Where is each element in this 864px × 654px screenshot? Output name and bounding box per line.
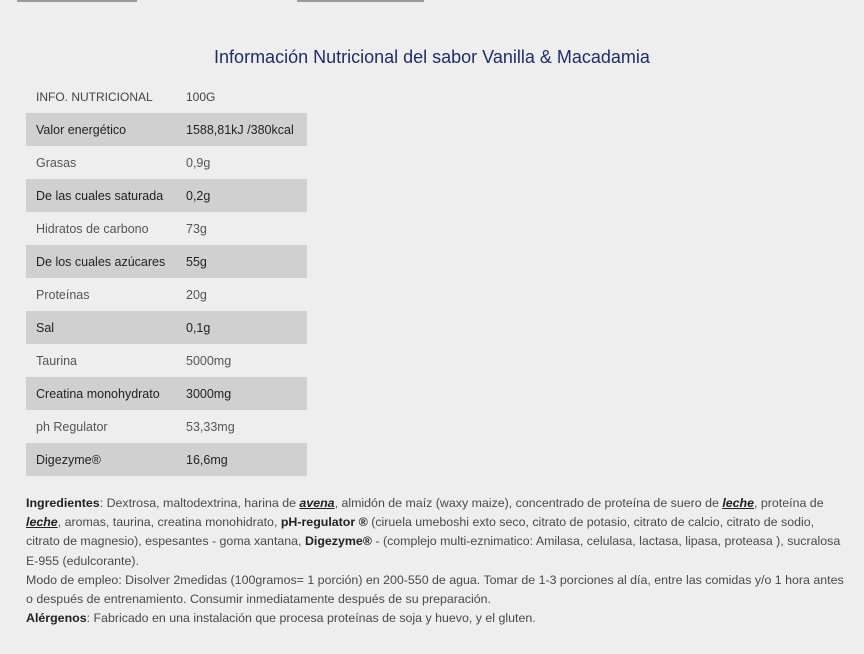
ingredients-paragraph: [26, 494, 846, 571]
nutrient-value: 3000mg: [178, 377, 307, 410]
ingredients-text: (ciruela umeboshi exto seco, citrato de potasio, citrato de calcio, citrato de sodio, citrato de magnesio), espesantes - goma xantana,: [26, 515, 815, 549]
nutrient-name: Hidratos de carbono: [36, 221, 149, 236]
table-row: [26, 377, 307, 410]
nutrient-name: De las cuales saturada: [26, 179, 178, 212]
table-row: [26, 344, 307, 377]
allergen-highlight: leche: [26, 515, 58, 530]
header-cell: INFO. NUTRICIONAL: [36, 89, 153, 104]
nutrient-value: 53,33mg: [186, 419, 235, 434]
ingredients-label: Ingredientes: [26, 496, 100, 510]
nutrient-name: Sal: [26, 311, 178, 344]
ingredients-text: , proteína de: [754, 496, 824, 510]
ingredients-text: : Dextrosa, maltodextrina, harina de: [99, 496, 300, 510]
nutrient-value: 20g: [186, 287, 207, 302]
table-row: [26, 179, 307, 212]
nutrient-name: Grasas: [36, 155, 77, 170]
nutrient-value: 0,2g: [178, 179, 307, 212]
nutrient-name: Digezyme®: [26, 443, 178, 476]
tab-indicator[interactable]: [297, 0, 424, 2]
nutrient-value: 55g: [178, 245, 307, 278]
nutrient-value: 73g: [186, 221, 207, 236]
nutrient-name: ph Regulator: [36, 419, 108, 434]
nutrient-value: 0,9g: [186, 155, 211, 170]
table-row: [26, 212, 307, 245]
nutrient-name: Valor energético: [26, 113, 178, 146]
section-title: Información Nutricional del sabor Vanilla & Macadamia: [214, 47, 650, 67]
nutrition-table: [26, 80, 307, 476]
ingredients-text: , aromas, taurina, creatina monohidrato,: [57, 515, 281, 530]
nutrient-value: 0,1g: [178, 311, 307, 344]
table-row: [26, 146, 307, 179]
allergen-highlight: leche: [722, 496, 755, 510]
nutrient-name: Taurina: [36, 353, 77, 368]
table-row: [26, 278, 307, 311]
nutrient-name: Proteínas: [36, 287, 90, 302]
table-header-row: [26, 80, 307, 113]
nutrient-value: 5000mg: [186, 353, 232, 368]
product-description: [26, 494, 846, 628]
allergens-text: : Fabricado en una instalación que procesa proteínas de soja y huevo, y el gluten.: [86, 611, 536, 626]
allergens-label: Alérgenos: [26, 611, 87, 626]
nutrient-value: 16,6mg: [178, 443, 307, 476]
allergen-highlight: avena: [299, 496, 335, 510]
ingredients-text: , almidón de maíz (waxy maize), concentrado de proteína de suero de: [334, 496, 723, 510]
ph-regulator-label: pH-regulator ®: [280, 515, 368, 530]
table-row: [26, 443, 307, 476]
usage-paragraph: Modo de empleo: Disolver 2medidas (100gramos= 1 porción) en 200-550 de agua. Tomar de 1-3 porciones al día, entre las comidas y/o 1 hora antes o después de entrenamiento. Consumir inmediatamente después de su preparación.: [26, 572, 844, 607]
nutrient-name: Creatina monohydrato: [26, 377, 178, 410]
table-row: [26, 311, 307, 344]
tab-indicator[interactable]: [17, 0, 137, 2]
allergens-paragraph: [26, 609, 846, 628]
nutrient-value: 1588,81kJ /380kcal: [178, 113, 307, 146]
ingredients-text: - (complejo multi-eznimatico: Amilasa, celulasa, lactasa, lipasa, proteasa ), sucralosa E-955 (edulcorante).: [26, 534, 841, 568]
header-cell: 100G: [186, 89, 216, 104]
nutrient-name: De los cuales azúcares: [26, 245, 178, 278]
table-row: [26, 410, 307, 443]
digezyme-label: Digezyme®: [304, 534, 372, 549]
table-row: [26, 245, 307, 278]
table-row: [26, 113, 307, 146]
top-tab-bar: [0, 0, 864, 2]
